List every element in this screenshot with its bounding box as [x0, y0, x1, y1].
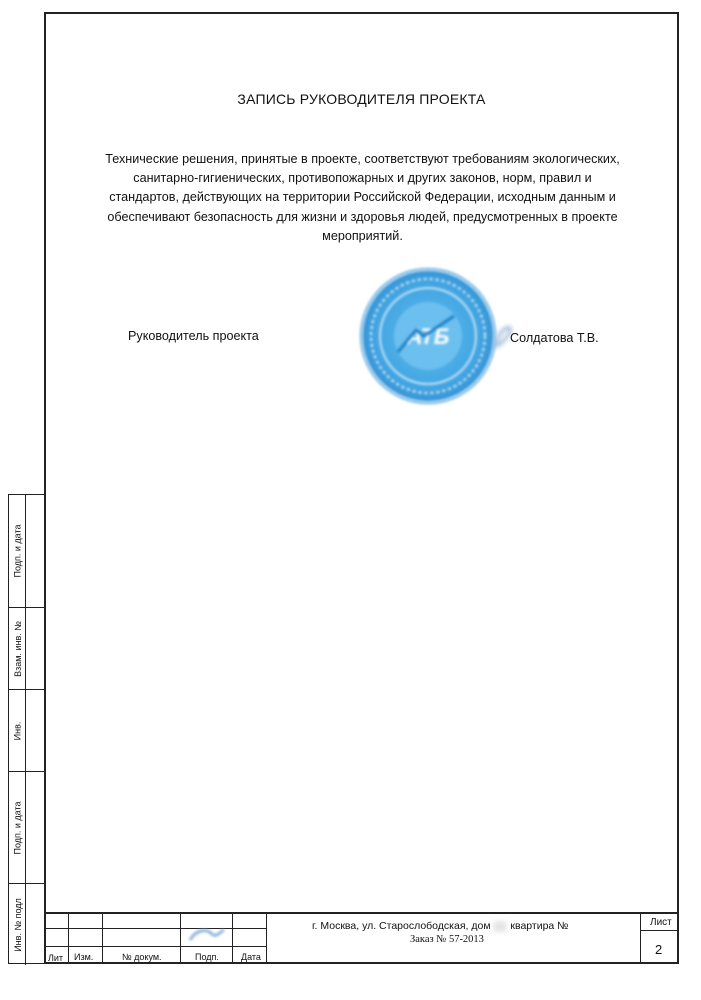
order-number: Заказ № 57-2013	[410, 934, 484, 945]
column-doc-number: № докум.	[122, 952, 162, 962]
company-seal	[358, 266, 498, 406]
address-text: г. Москва, ул. Старослободская, дом	[312, 920, 491, 932]
sheet-label: Лист	[650, 917, 672, 928]
side-label: Инв.	[12, 721, 23, 740]
document-body	[80, 150, 645, 246]
body-line: санитарно-гигиенических, противопожарных и других законов, норм, правил и	[133, 171, 592, 186]
side-cell	[9, 771, 44, 883]
sheet-number: 2	[655, 942, 663, 957]
column-signature: Подп.	[195, 952, 219, 962]
side-cell	[9, 883, 44, 965]
column-date: Дата	[241, 952, 261, 962]
body-line: мероприятий.	[322, 228, 403, 243]
project-address	[312, 920, 568, 932]
body-line: стандартов, действующих на территории Российской Федерации, исходным данным и	[109, 190, 616, 205]
body-line: Технические решения, принятые в проекте, соответствуют требованиям экологических,	[105, 152, 620, 166]
side-label: Подп. и дата	[12, 800, 23, 855]
document-title: ЗАПИСЬ РУКОВОДИТЕЛЯ ПРОЕКТА	[237, 91, 486, 107]
redacted-house-number	[493, 921, 507, 932]
column-change: Изм.	[74, 952, 94, 962]
signature-label: Руководитель проекта	[128, 329, 259, 343]
side-cell	[9, 607, 44, 689]
side-label: Подп. и дата	[12, 524, 23, 578]
column-lit: Лит	[48, 953, 64, 963]
signature-name: Солдатова Т.В.	[510, 331, 599, 345]
side-cell	[9, 495, 44, 607]
side-label: Инв. № подл	[12, 897, 23, 952]
side-stamp-strip	[8, 494, 44, 964]
side-cell	[9, 689, 44, 771]
side-label: Взам. инв. №	[12, 620, 23, 677]
title-block-signature-mark	[186, 924, 228, 948]
seal-logo-text: АТБ	[406, 324, 450, 349]
address-tail: квартира №	[510, 920, 569, 932]
body-line: обеспечивают безопасность для жизни и здоровья людей, предусмотренных в проекте	[107, 209, 618, 224]
